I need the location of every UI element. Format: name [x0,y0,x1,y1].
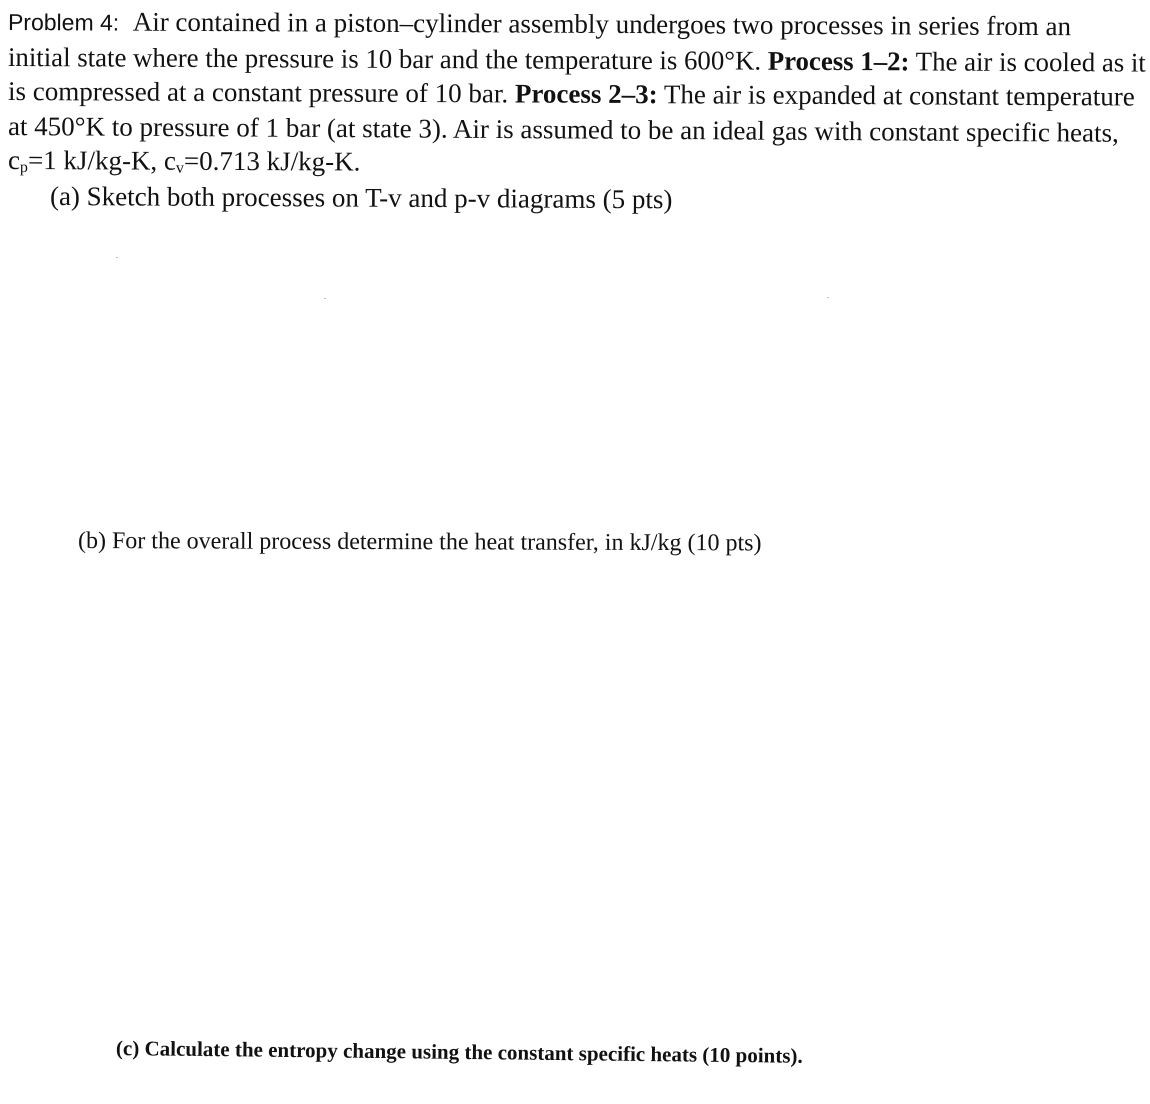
part-b-question: (b) For the overall process determine the heat transfer, in kJ/kg (10 pts) [77,528,762,557]
problem-line-3-text-c: The air is expanded at constant temperature [663,79,1135,112]
problem-line-5 [8,143,1146,182]
scan-speck [827,297,829,298]
problem-line-1-text: Air contained in a piston–cylinder assembly undergoes two processes in series from an [132,6,1072,42]
scan-speck [116,257,118,258]
cp-subscript: p [19,159,28,177]
problem-line-3-text-a: is compressed at a constant pressure of 10 bar. [7,76,509,109]
scan-speck [324,298,326,299]
part-c-question: (c) Calculate the entropy change using the constant specific heats (10 points). [115,1036,803,1068]
problem-statement [8,4,1146,178]
problem-label: Problem 4: [7,9,120,36]
problem-line-2-text-c: The air is cooled as it [915,45,1146,78]
problem-line-3 [8,74,1146,114]
problem-line-2-text-a: initial state where the pressure is 10 bar and the temperature is 600°K. [7,41,762,76]
problem-line-1 [8,4,1146,45]
cv-value-text: =0.713 kJ/kg-K. [183,145,361,177]
cp-symbol: c [7,145,21,176]
cp-value-text: =1 kJ/kg-K, c [27,145,177,176]
cv-subscript: v [175,159,184,177]
process-2-3-label: Process 2–3: [514,78,658,110]
process-1-2-label: Process 1–2: [767,45,910,76]
problem-line-2 [7,40,1146,80]
part-a-question: (a) Sketch both processes on T-v and p-v diagrams (5 pts) [49,181,673,215]
problem-line-4: at 450°K to pressure of 1 bar (at state 3). Air is assumed to be an ideal gas with constant specific heats, [7,110,1119,148]
